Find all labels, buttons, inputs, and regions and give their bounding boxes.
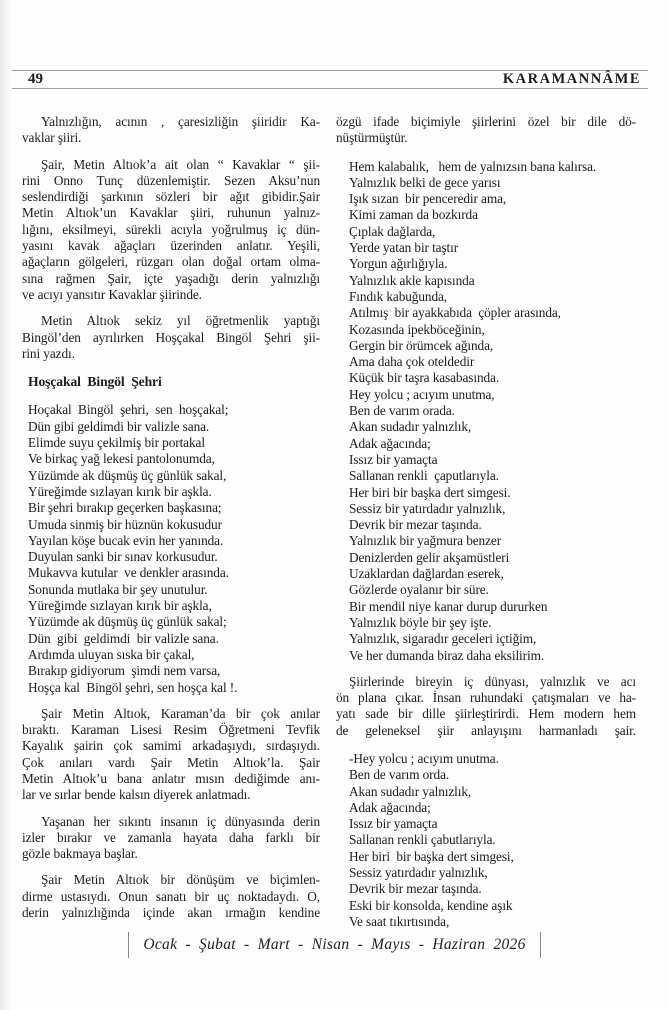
poem-line: Hem kalabalık, hem de yalnızsın bana kalırsa. — [349, 158, 597, 174]
poem-line: Yüzümde ak düşmüş üç günlük sakal, — [28, 467, 227, 483]
poem-line: Ben de varım orada. — [349, 403, 455, 419]
page-header — [12, 70, 648, 89]
poem-line: Akan sudadır yalnızlık, — [349, 783, 472, 799]
body-paragraph — [22, 706, 320, 804]
paragraph-line: lar ve sırlar bende kalsın diyerek anlatmadı. — [22, 787, 251, 803]
poem-line: Ben de varım orda. — [349, 767, 450, 783]
poem-line: Adak ağacında; — [349, 799, 431, 815]
paragraph-line: Şiirlerinde bireyin iç dünyası, yalnızlık ve acı — [349, 673, 636, 689]
poem-line: Atılmış bir ayakkabıda çöpler arasında, — [349, 305, 561, 321]
paragraph-line: ağaçların gölgeleri, rüzgarı olan doğal ortam olma- — [22, 254, 320, 270]
poem-line: Adak ağacında; — [349, 435, 431, 451]
paragraph-line: özgü ifade biçimiyle şiirlerini özel bir dile dö- — [336, 114, 636, 129]
poem-line: Duyulan sanki bir sınav korkusudur. — [28, 549, 218, 565]
poem-line: Ve birkaç yağ lekesi pantolonumda, — [28, 451, 215, 467]
poem-title: Hoşçakal Bingöl Şehri — [28, 374, 162, 390]
poem-line: Çıplak dağlarda, — [349, 223, 436, 239]
poem-line: Ardımda uluyan sıska bir çakal, — [28, 646, 195, 662]
poem-line: Işık sızan bir penceredir ama, — [349, 191, 507, 207]
poem-line: Umuda sinmiş bir hüznün kokusudur — [28, 516, 222, 532]
paragraph-line: Bingöl’den ayrılırken Hoşçakal Bingöl Şehri şii- — [22, 329, 320, 345]
journal-title: KARAMANNÂME — [502, 71, 641, 87]
poem-line: Devrik bir mezar taşında. — [349, 517, 482, 533]
poem-line: Issız bir yamaçta — [349, 816, 438, 832]
poem-line: Mukavva kutular ve denkler arasında. — [28, 565, 229, 581]
poem-line: Yalnızlık böyle bir şey işte. — [349, 614, 492, 630]
poem-line: Yalnızlık bir yağmura benzer — [349, 533, 502, 549]
poem-line: Her biri bir başka dert simgesi. — [349, 484, 511, 500]
paragraph-line: Kayalık şairin çok samimi arkadaşıydı, sırdaşıydı. — [22, 738, 320, 754]
paragraph-line: de geleneksel şiir anlayışını harmanladı şair. — [336, 722, 636, 738]
poem-line: Yayılan köşe bucak evin her yanında. — [28, 532, 224, 548]
poem-line: Ve saat tıkırtısında, — [349, 913, 450, 929]
issue-months: Ocak - Şubat - Mart - Nisan - Mayıs - Haziran 2026 — [143, 936, 526, 953]
paragraph-line: rini yazdı. — [22, 345, 75, 361]
right-column — [336, 114, 636, 930]
poem-line: Dün gibi geldimdi bir valizle sana. — [28, 418, 210, 434]
paragraph-line: dirme ustasıydı. Onun sanatı bir uç noktadaydı. O, — [22, 888, 320, 904]
paragraph-line: ve acıyı yansıtır Kavaklar şiirinde. — [22, 286, 202, 302]
body-paragraph — [22, 114, 320, 147]
paragraph-line: Şair, Metin Altıok’a ait olan “ Kavaklar “ şii- — [41, 156, 320, 172]
poem-line: Sallanan renkli çaputlarıyla. — [349, 468, 499, 484]
paragraph-line: Metin Altıok sekiz yıl öğretmenlik yaptığı — [41, 313, 320, 329]
poem-line: Uzaklardan dağlardan eserek, — [349, 566, 504, 582]
body-paragraph — [22, 157, 320, 304]
paragraph-line: rini Onno Tunç düzenlemiştir. Sezen Aksu’nun — [22, 172, 320, 188]
page-number: 49 — [28, 71, 43, 87]
poem-line: Elimde suyu çekilmiş bir portakal — [28, 435, 205, 451]
poem-line: Küçük bir taşra kasabasında. — [349, 370, 500, 386]
poem-line: Fındık kabuğunda, — [349, 288, 448, 304]
page-footer — [0, 932, 669, 958]
poem-line: Kozasında ipekböceğinin, — [349, 321, 485, 337]
body-paragraph — [22, 814, 320, 863]
poem-line: Yüreğimde sızlayan kırık bir aşkla. — [28, 483, 212, 499]
paragraph-line: nüştürmüştür. — [336, 130, 408, 146]
paragraph-line: Yaşanan her sıkıntı insanın iç dünyasında derin — [41, 813, 320, 829]
poem-line: Yalnızlık belki de gece yarısı — [349, 174, 501, 190]
left-column — [22, 114, 320, 930]
paragraph-line: Çok anıları vardı Şair Metin Altıok’la. Şair — [22, 754, 320, 770]
poem-line: Yüreğimde sızlayan kırık bir aşkla, — [28, 598, 212, 614]
poem-line: Eski bir konsolda, kendine aşık — [349, 897, 513, 913]
poem-line: Sessiz yatırdadır yalnızlık, — [349, 865, 488, 881]
poem-line: Ve her dumanda biraz daha eksilirim. — [349, 647, 545, 663]
poem-line: Devrik bir mezar taşında. — [349, 881, 482, 897]
poem-line: Sessiz bir yatırdadır yalnızlık, — [349, 500, 506, 516]
paragraph-line: Metin Altıok’un Kavaklar şiiri, ruhunun yalnız- — [22, 205, 320, 221]
poem-line: Her biri bir başka dert simgesi, — [349, 848, 514, 864]
poem-line: -Hey yolcu ; acıyım unutma. — [349, 750, 499, 766]
poem-line: Yerde yatan bir taştır — [349, 240, 459, 256]
poem-line: Yalnızlık, sigaradır geceleri içtiğim, — [349, 631, 537, 647]
body-paragraph — [22, 872, 320, 921]
poem-line: Issız bir yamaçta — [349, 451, 438, 467]
paragraph-line: Şair Metin Altıok, Karaman’da bir çok anılar — [41, 705, 320, 721]
paragraph-line: yasını kavak ağaçları üzerinden anlatır. Yeşili, — [22, 238, 320, 254]
paragraph-line: bıraktı. Karaman Lisesi Resim Öğretmeni Tevfik — [22, 722, 320, 738]
poem-line: Dün gibi geldimdi bir valizle sana. — [28, 630, 219, 646]
poem-line: Yorgun ağırlığıyla. — [349, 256, 448, 272]
poem-line: Gergin bir örümcek ağında, — [349, 337, 494, 353]
paragraph-line: yatı sade bir dille şiirleştirirdi. Hem modern hem — [336, 706, 636, 722]
footer-divider-left — [128, 932, 129, 958]
body-paragraph — [336, 674, 636, 739]
paragraph-line: seslendirdiği şarkının sözleri bir ağıt gibidir.Şair — [22, 189, 320, 205]
paragraph-line: ön plana çıkar. İnsan ruhundaki çatışmaları ve ha- — [336, 690, 636, 706]
poem-line: Hey yolcu ; acıyım unutma, — [349, 386, 495, 402]
paragraph-line: Metin Altıok’u bana anlatır mısın dediğimde anı- — [22, 770, 320, 786]
poem-stanza — [22, 402, 320, 695]
poem-line: Ama daha çok oteldedir — [349, 354, 475, 370]
footer-divider-right — [540, 932, 541, 958]
poem-line: Sallanan renkli çabutlarıyla. — [349, 832, 496, 848]
poem-line: Akan sudadır yalnızlık, — [349, 419, 472, 435]
paragraph-line: derin yalnızlığında içinde akan ırmağın kendine — [22, 905, 320, 921]
poem-line: Hoçakal Bingöl şehri, sen hoşçakal; — [28, 402, 229, 418]
paragraph-line: Şair Metin Altıok bir dönüşüm ve biçimlen- — [41, 872, 320, 888]
poem-line: Sonunda mutlaka bir şey unutulur. — [28, 581, 208, 597]
paragraph-line: izler bırakır ve zamanla hayata daha farklı bir — [22, 829, 320, 845]
paragraph-line: vaklar şiiri. — [22, 130, 82, 146]
poem-line: Bırakıp gidiyorum şimdi nem varsa, — [28, 663, 221, 679]
paragraph-line: gözle bakmaya başlar. — [22, 846, 138, 862]
body-paragraph — [336, 114, 636, 147]
paragraph-line: sına rağmen Şair, içte yaşadığı derin yalnızlığı — [22, 270, 320, 286]
poem-stanza — [336, 751, 636, 930]
poem-line: Bir şehri bırakıp geçerken başkasına; — [28, 500, 222, 516]
poem-line: Yüzümde ak düşmüş üç günlük sakal; — [28, 614, 227, 630]
poem-line: Kimi zaman da bozkırda — [349, 207, 478, 223]
poem-line: Gözlerde oyalanır bir süre. — [349, 582, 489, 598]
body-paragraph — [22, 313, 320, 362]
paragraph-line: Yalnızlığın, acının , çaresizliğin şiiridir Ka- — [41, 114, 320, 129]
paragraph-line: lığını, eksilmeyi, sürekli acıyla yoğrulmuş iç dün- — [22, 221, 320, 237]
poem-line: Bir mendil niye kanar durup dururken — [349, 598, 548, 614]
poem-line: Hoşça kal Bingöl şehri, sen hoşça kal !. — [28, 679, 238, 695]
poem-line: Yalnızlık akle kapısında — [349, 272, 475, 288]
poem-line: Denizlerden gelir akşamüstleri — [349, 549, 510, 565]
text-columns — [22, 114, 636, 930]
poem-stanza — [336, 159, 636, 664]
